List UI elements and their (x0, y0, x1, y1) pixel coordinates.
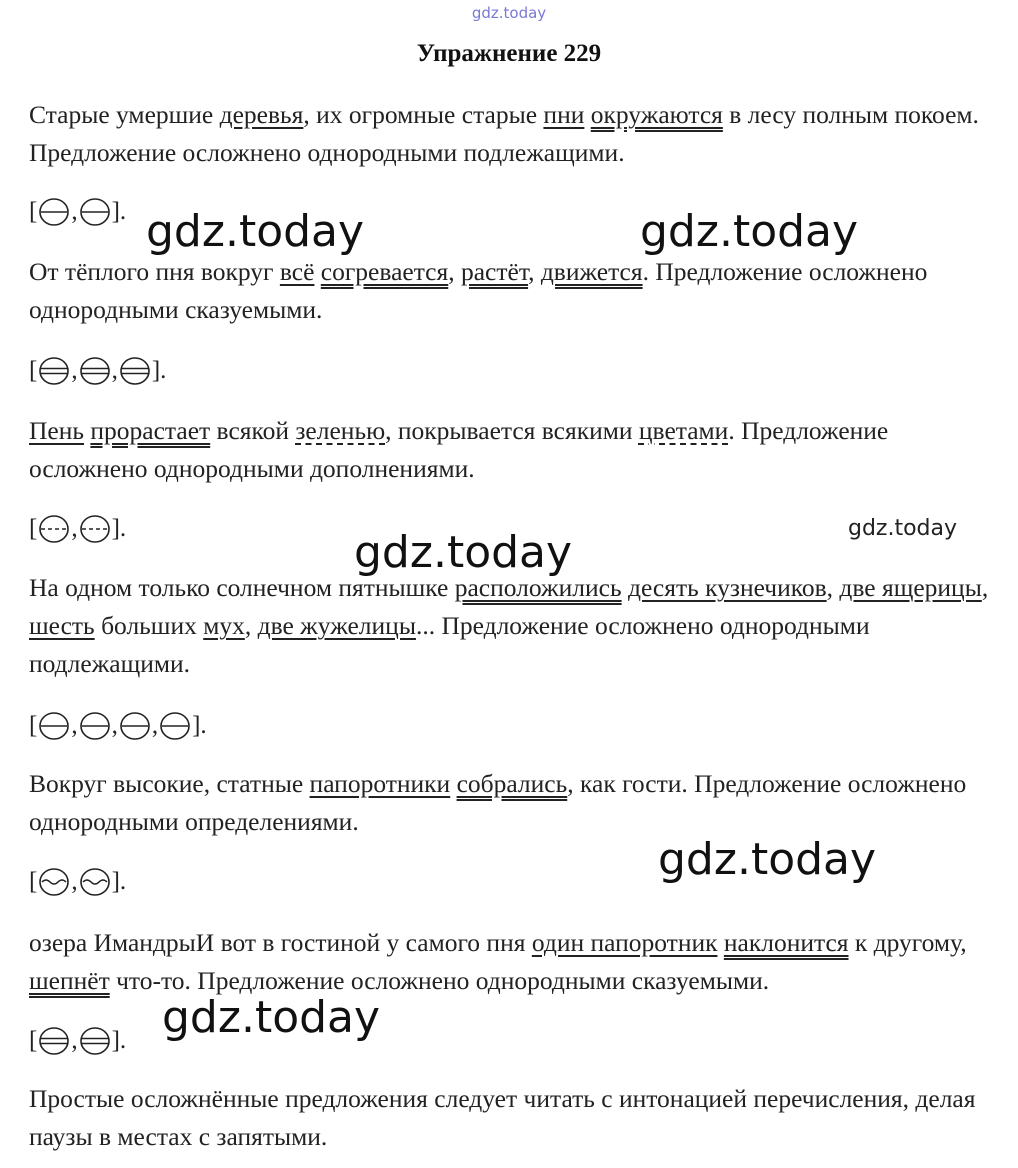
subject-circle-icon (119, 711, 151, 741)
watermark: gdz.today (848, 516, 958, 541)
predicate-circle-icon (79, 356, 111, 386)
object-circle-icon (38, 514, 70, 544)
watermark: gdz.today (146, 206, 365, 257)
watermark: gdz.today (162, 992, 381, 1043)
schema-5: [ , ]. (29, 868, 127, 895)
subject-circle-icon (159, 711, 191, 741)
schema-4: [ , , , ]. (29, 712, 207, 739)
schema-3: [ , ]. (29, 515, 127, 542)
predicate-circle-icon (119, 356, 151, 386)
subject-circle-icon (38, 197, 70, 227)
attribute-circle-icon (79, 867, 111, 897)
schema-2: [ , , ]. (29, 357, 167, 384)
sentence-6: озера ИмандрыИ вот в гостиной у самого пня один папоротник наклонится к другому, шепнёт что-то. Предложение осложнено однородными сказуемыми. (29, 928, 967, 995)
exercise-title: Упражнение 229 (416, 40, 602, 67)
attribute-circle-icon (38, 867, 70, 897)
sentence-2: От тёплого пня вокруг всё согревается, растёт, движется. Предложение осложнено однородными сказуемыми. (29, 257, 928, 324)
watermark: gdz.today (658, 834, 877, 885)
predicate-circle-icon (38, 356, 70, 386)
sentence-3: Пень прорастает всякой зеленью, покрывается всякими цветами. Предложение осложнено однородными дополнениями. (29, 416, 889, 483)
sentence-4: На одном только солнечном пятнышке расположились десять кузнечиков, две ящерицы, шесть больших мух, две жужелицы... Предложение осложнено однородными подлежащими. (29, 573, 989, 678)
subject-circle-icon (79, 711, 111, 741)
object-circle-icon (79, 514, 111, 544)
subject-circle-icon (38, 711, 70, 741)
schema-1: [ , ]. (29, 198, 127, 225)
watermark: gdz.today (354, 527, 573, 578)
conclusion-text: Простые осложнённые предложения следует читать с интонацией перечисления, делая паузы в местах с запятыми. (29, 1084, 976, 1151)
schema-6: [ , ]. (29, 1027, 127, 1054)
top-watermark: gdz.today (471, 4, 547, 22)
sentence-1: Старые умершие деревья, их огромные старые пни окружаются в лесу полным покоем. Предложение осложнено однородными подлежащими. (29, 100, 979, 167)
predicate-circle-icon (79, 1026, 111, 1056)
subject-circle-icon (79, 197, 111, 227)
predicate-circle-icon (38, 1026, 70, 1056)
sentence-5: Вокруг высокие, статные папоротники собрались, как гости. Предложение осложнено однородными определениями. (29, 769, 967, 836)
watermark: gdz.today (640, 206, 859, 257)
